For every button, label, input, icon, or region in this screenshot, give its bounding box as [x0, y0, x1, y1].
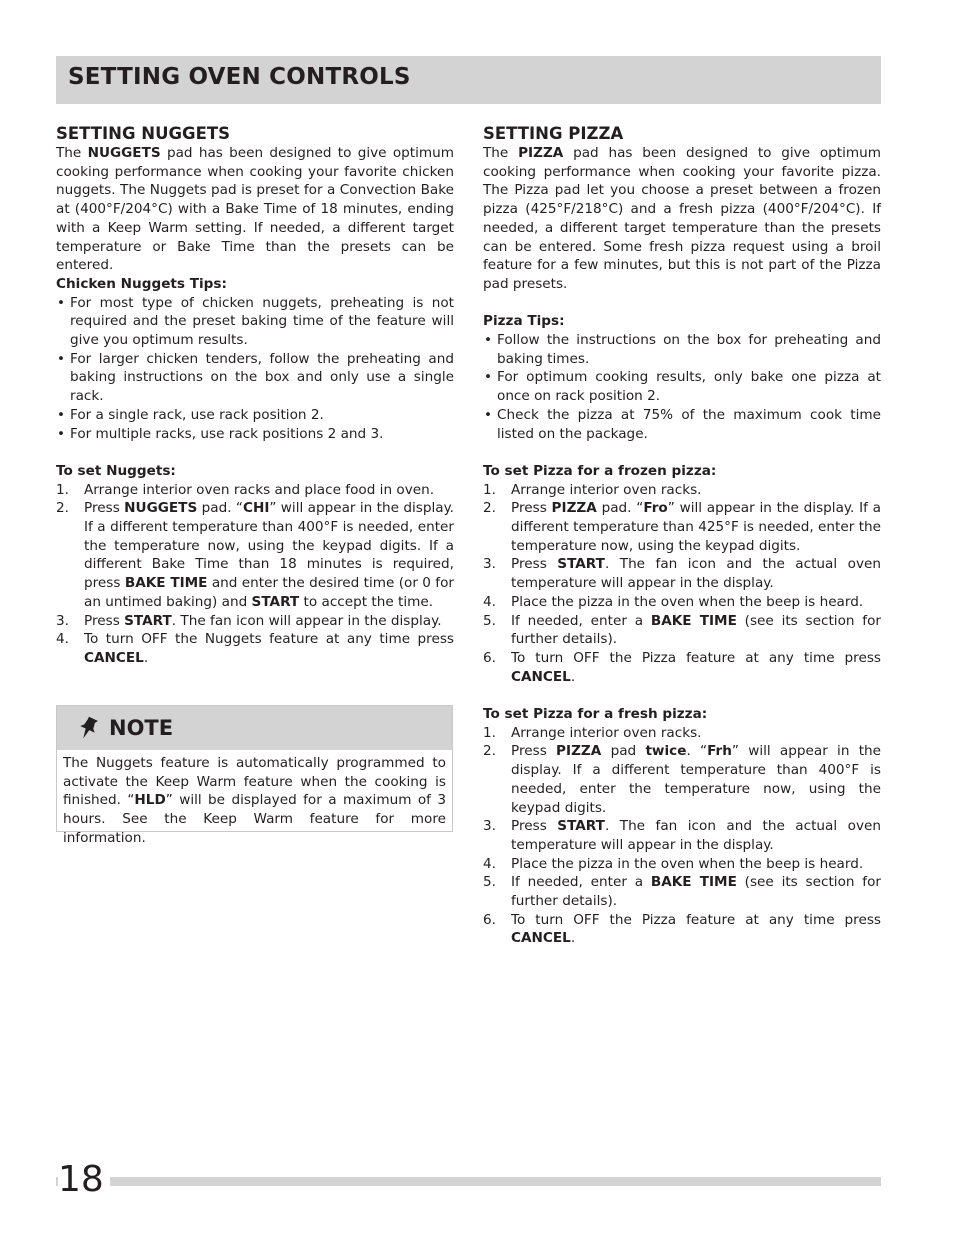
text-run: Press: [511, 500, 552, 517]
text-run: Arrange interior oven racks and place food in oven.: [84, 481, 435, 498]
text-run: pad: [601, 743, 646, 760]
step-item: [483, 817, 881, 854]
step-number: 4.: [483, 593, 496, 610]
bold-keyword: CHI: [242, 500, 270, 517]
note-title: NOTE: [109, 716, 174, 740]
text-run: (see its section for further details).: [511, 612, 881, 648]
text-run: .: [570, 930, 576, 947]
tip-item: [483, 406, 881, 443]
step-item: [483, 911, 881, 948]
tip-item: [56, 425, 454, 444]
text-run: Place the pizza in the oven when the beep is heard.: [511, 855, 864, 872]
bold-keyword: START: [124, 612, 172, 629]
bold-keyword: BAKE TIME: [650, 874, 737, 891]
bold-keyword: NUGGETS: [124, 500, 198, 517]
bold-keyword: HLD: [134, 792, 166, 809]
text-run: pad has been designed to give optimum cooking performance when cooking your favorite chicken nuggets. The Nuggets pad is preset for a Convection Bake at (400°F/204°C) with a Bake Time of 18 minutes, ending with a Keep Warm setting. If needed, a different target temperature or Bake Time than the presets can be entered.: [56, 145, 454, 274]
step-item: [56, 481, 454, 500]
step-item: [483, 555, 881, 592]
note-body: [57, 750, 452, 848]
pizza-intro: [483, 144, 881, 294]
step-item: [483, 593, 881, 612]
text-run: (see its section for further details).: [511, 874, 881, 910]
text-run: ” will appear in the display. If a different temperature than 425°F is needed, enter the temperature now, using the keypad digits.: [511, 500, 881, 554]
bold-keyword: PIZZA: [551, 500, 597, 517]
text-run: . The fan icon and the actual oven temperature will appear in the display.: [511, 556, 881, 592]
text-run: . “: [686, 743, 708, 760]
frozen-pizza-steps: [483, 481, 881, 687]
text-run: For multiple racks, use rack positions 2 and 3.: [70, 425, 384, 442]
text-run: to accept the time.: [299, 593, 434, 610]
text-run: If needed, enter a: [511, 612, 651, 629]
step-number: 1.: [56, 481, 69, 498]
bold-keyword: START: [251, 593, 300, 610]
text-run: The Nuggets feature is automatically programmed to activate the Keep Warm feature when the cooking is finished. “: [63, 755, 446, 809]
text-run: To turn OFF the Pizza feature at any time press: [511, 649, 881, 666]
step-number: 3.: [483, 556, 496, 573]
step-item: [483, 742, 881, 817]
bold-keyword: Fro: [643, 500, 668, 517]
step-number: 4.: [483, 855, 496, 872]
step-item: [483, 481, 881, 500]
text-run: Press: [84, 612, 125, 629]
nuggets-intro: [56, 144, 454, 275]
text-run: .: [570, 668, 576, 685]
page-title: SETTING OVEN CONTROLS: [68, 64, 411, 90]
bold-keyword: CANCEL: [511, 668, 571, 685]
text-run: ” will be displayed for a maximum of 3 hours. See the Keep Warm feature for more information.: [63, 792, 446, 846]
note-box: [56, 705, 453, 846]
text-run: Place the pizza in the oven when the beep is heard.: [511, 593, 864, 610]
tip-item: [56, 350, 454, 406]
text-run: and enter the desired time (or 0 for an untimed baking) and: [84, 575, 455, 610]
step-item: [483, 499, 881, 555]
nuggets-steps-heading: To set Nuggets:: [56, 462, 176, 479]
step-item: [56, 612, 454, 631]
text-run: The: [56, 145, 88, 161]
frozen-pizza-heading: To set Pizza for a frozen pizza:: [483, 462, 717, 479]
nuggets-section: [56, 124, 454, 668]
pizza-tips-list: [483, 331, 881, 443]
step-number: 6.: [483, 649, 496, 666]
text-run: For optimum cooking results, only bake one pizza at once on rack position 2.: [497, 369, 881, 405]
step-item: [483, 649, 881, 686]
text-run: .: [143, 649, 149, 666]
bold-keyword: CANCEL: [84, 649, 144, 666]
text-run: Check the pizza at 75% of the maximum cook time listed on the package.: [497, 406, 881, 442]
step-number: 5.: [483, 874, 496, 891]
tip-item: [483, 368, 881, 405]
text-run: Press: [511, 743, 557, 760]
bold-keyword: Frh: [707, 743, 732, 760]
pizza-heading: SETTING PIZZA: [483, 124, 624, 143]
text-run: To turn OFF the Pizza feature at any time press: [511, 911, 881, 928]
step-number: 5.: [483, 612, 496, 629]
bold-keyword: twice: [645, 743, 687, 760]
text-run: For most type of chicken nuggets, preheating is not required and the preset baking time of the feature will give you optimum results.: [70, 294, 454, 349]
step-number: 2.: [483, 743, 496, 760]
bold-keyword: START: [557, 818, 605, 835]
step-number: 1.: [483, 724, 496, 741]
text-run: The: [483, 145, 519, 161]
tip-item: [56, 406, 454, 425]
text-run: To turn OFF the Nuggets feature at any time press: [84, 631, 454, 648]
bold-keyword: BAKE TIME: [124, 575, 208, 592]
text-run: Press: [511, 556, 558, 573]
step-item: [56, 630, 454, 667]
nuggets-tips-heading: Chicken Nuggets Tips:: [56, 275, 227, 292]
step-number: 3.: [483, 818, 496, 835]
step-number: 3.: [56, 612, 69, 629]
bold-keyword: PIZZA: [556, 743, 602, 760]
text-run: If needed, enter a: [511, 874, 651, 891]
step-number: 2.: [56, 500, 69, 517]
nuggets-steps-list: [56, 481, 454, 668]
text-run: Arrange interior oven racks.: [511, 724, 702, 741]
step-item: [483, 724, 881, 743]
nuggets-tips-list: [56, 294, 454, 444]
tip-item: [56, 294, 454, 350]
step-number: 4.: [56, 631, 69, 648]
bold-keyword: PIZZA: [518, 145, 564, 161]
pizza-section: [483, 124, 881, 948]
pushpin-icon: [75, 715, 99, 745]
bold-keyword: START: [557, 556, 605, 573]
text-run: Press: [511, 818, 558, 835]
step-number: 2.: [483, 500, 496, 517]
text-run: For a single rack, use rack position 2.: [70, 406, 324, 423]
note-header: [57, 706, 452, 750]
text-run: pad has been designed to give optimum cooking performance when cooking your favorite pizza. The Pizza pad let you choose a preset between a frozen pizza (425°F/218°C) and a fresh pizza (400°F/204°C). If needed, a different target temperature than the presets can be entered. Some fresh pizza request using a broil feature for a few minutes, but this is not part of the Pizza pad presets.: [483, 145, 881, 292]
text-run: . The fan icon and the actual oven temperature will appear in the display.: [511, 818, 881, 853]
text-run: ” will appear in the display. If a different temperature than 400°F is needed, enter the temperature now, using the keypad digits.: [511, 743, 882, 816]
step-number: 1.: [483, 481, 496, 498]
step-item: [483, 855, 881, 874]
text-run: pad. “: [197, 500, 243, 517]
footer-bar: [56, 1177, 881, 1186]
text-run: ” will appear in the display. If a different temperature than 400°F is needed, enter the temperature now, using the keypad digits. If a different Bake Time than 18 minutes is required, press: [84, 500, 454, 592]
fresh-pizza-heading: To set Pizza for a fresh pizza:: [483, 706, 708, 723]
nuggets-heading: SETTING NUGGETS: [56, 124, 230, 143]
header-bar: [56, 56, 881, 104]
page-number: 18: [58, 1158, 110, 1202]
step-item: [56, 499, 454, 611]
text-run: Follow the instructions on the box for preheating and baking times.: [497, 332, 881, 367]
tip-item: [483, 331, 881, 368]
pizza-tips-heading: Pizza Tips:: [483, 313, 565, 330]
bold-keyword: BAKE TIME: [650, 612, 737, 629]
step-number: 6.: [483, 911, 496, 928]
text-run: pad. “: [596, 500, 644, 517]
fresh-pizza-steps: [483, 724, 881, 948]
bold-keyword: NUGGETS: [87, 145, 161, 161]
text-run: . The fan icon will appear in the display.: [171, 612, 442, 629]
text-run: Press: [84, 500, 125, 517]
text-run: Arrange interior oven racks.: [511, 481, 702, 498]
step-item: [483, 612, 881, 649]
text-run: For larger chicken tenders, follow the preheating and baking instructions on the box and only use a single rack.: [70, 350, 454, 405]
step-item: [483, 873, 881, 910]
bold-keyword: CANCEL: [511, 930, 571, 947]
